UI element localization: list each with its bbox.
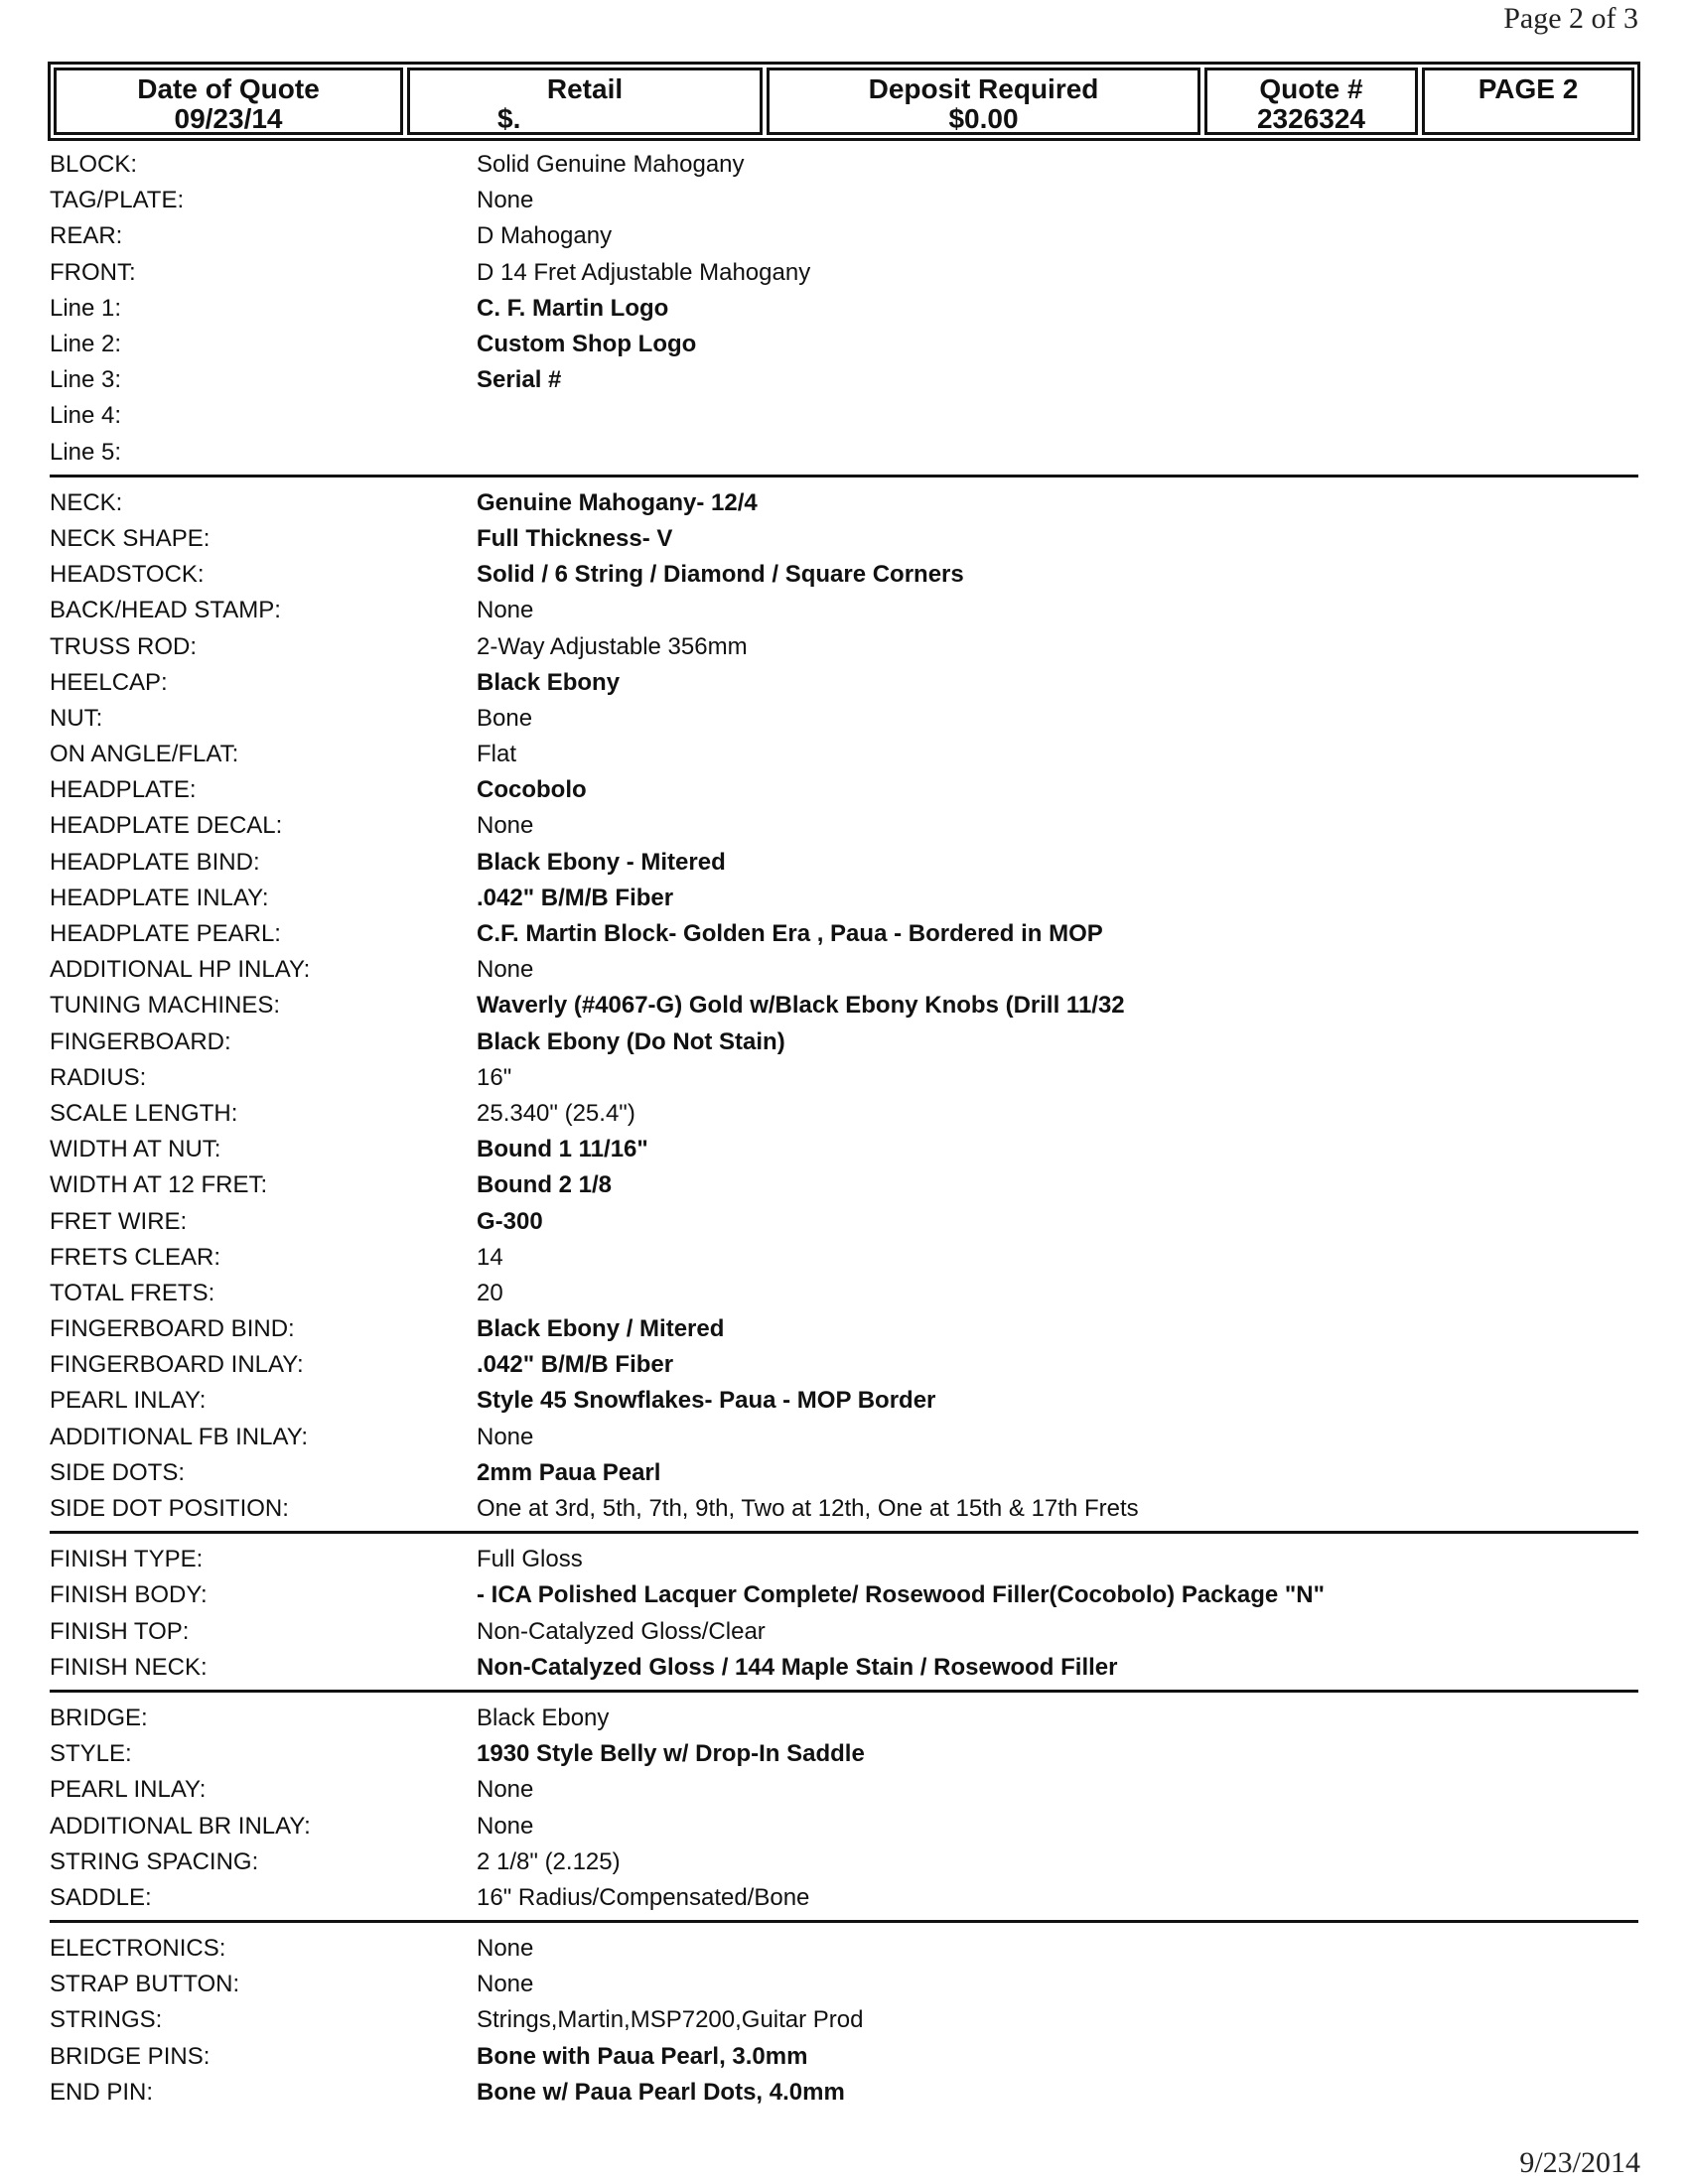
spec-value: None: [477, 187, 534, 214]
spec-value: 1930 Style Belly w/ Drop-In Saddle: [477, 1740, 865, 1768]
spec-label: Line 1:: [50, 294, 122, 322]
spec-row: [50, 362, 1638, 398]
page-label-cell: [1422, 68, 1634, 135]
spec-label: BRIDGE PINS:: [50, 2042, 211, 2070]
spec-label: FRETS CLEAR:: [50, 1243, 221, 1271]
spec-row: [50, 808, 1638, 844]
quote-header: [48, 62, 1640, 141]
quote-number-label: Quote #: [1259, 73, 1363, 104]
spec-row: [50, 521, 1638, 557]
spec-section: [50, 1931, 1638, 2115]
spec-value: Bone w/ Paua Pearl Dots, 4.0mm: [477, 2078, 845, 2106]
spec-value: D 14 Fret Adjustable Mahogany: [477, 258, 811, 286]
spec-row: [50, 1542, 1638, 1577]
spec-label: ADDITIONAL BR INLAY:: [50, 1812, 311, 1840]
spec-value: None: [477, 597, 534, 624]
spec-label: STRING SPACING:: [50, 1847, 259, 1875]
spec-value: None: [477, 956, 534, 984]
page-indicator: Page 2 of 3: [1503, 2, 1638, 35]
spec-row: [50, 1455, 1638, 1491]
spec-value: .042" B/M/B Fiber: [477, 1351, 674, 1379]
spec-row: [50, 916, 1638, 952]
spec-row: [50, 701, 1638, 737]
page-label: PAGE 2: [1477, 73, 1579, 104]
spec-row: [50, 1931, 1638, 1967]
spec-value: Flat: [477, 741, 517, 768]
spec-label: END PIN:: [50, 2078, 154, 2106]
spec-label: Line 3:: [50, 366, 122, 394]
spec-row: [50, 1967, 1638, 2002]
spec-value: One at 3rd, 5th, 7th, 9th, Two at 12th, One at 15th & 17th Frets: [477, 1495, 1139, 1523]
spec-row: [50, 291, 1638, 327]
spec-row: [50, 1347, 1638, 1383]
spec-value: Strings,Martin,MSP7200,Guitar Prod: [477, 2006, 864, 2034]
spec-row: [50, 1132, 1638, 1167]
spec-value: 2 1/8" (2.125): [477, 1847, 621, 1875]
spec-value: 2-Way Adjustable 356mm: [477, 632, 748, 660]
spec-value: Bone: [477, 704, 533, 732]
spec-list: [50, 147, 1638, 2122]
spec-value: Style 45 Snowflakes- Paua - MOP Border: [477, 1387, 936, 1415]
deposit-label: Deposit Required: [868, 73, 1099, 104]
spec-value: G-300: [477, 1207, 543, 1235]
spec-row: [50, 1383, 1638, 1419]
spec-row: [50, 1167, 1638, 1203]
spec-value: Full Gloss: [477, 1546, 583, 1573]
deposit-value: $0.00: [948, 103, 1019, 134]
spec-row: [50, 593, 1638, 628]
spec-section: [50, 1542, 1638, 1693]
spec-row: [50, 952, 1638, 988]
spec-label: WIDTH AT 12 FRET:: [50, 1171, 268, 1199]
spec-value: 16": [477, 1063, 512, 1091]
spec-value: None: [477, 1812, 534, 1840]
spec-value: Waverly (#4067-G) Gold w/Black Ebony Knobs (Drill 11/32: [477, 992, 1125, 1020]
spec-label: NUT:: [50, 704, 103, 732]
spec-label: FINGERBOARD INLAY:: [50, 1351, 304, 1379]
spec-row: [50, 1808, 1638, 1843]
spec-label: HEADPLATE PEARL:: [50, 920, 281, 948]
spec-row: [50, 1844, 1638, 1880]
spec-row: [50, 665, 1638, 701]
spec-label: Line 2:: [50, 331, 122, 358]
spec-value: Non-Catalyzed Gloss / 144 Maple Stain / Rosewood Filler: [477, 1653, 1118, 1681]
spec-value: Genuine Mahogany- 12/4: [477, 488, 758, 516]
spec-row: [50, 147, 1638, 183]
spec-label: ELECTRONICS:: [50, 1935, 226, 1963]
spec-label: TAG/PLATE:: [50, 187, 185, 214]
spec-label: SADDLE:: [50, 1883, 152, 1911]
spec-row: [50, 1024, 1638, 1060]
spec-value: 16" Radius/Compensated/Bone: [477, 1883, 810, 1911]
spec-label: TOTAL FRETS:: [50, 1279, 215, 1306]
spec-label: Line 5:: [50, 438, 122, 466]
spec-value: C.F. Martin Block- Golden Era , Paua - Bordered in MOP: [477, 920, 1103, 948]
spec-label: HEADPLATE BIND:: [50, 848, 260, 876]
spec-label: FINISH TOP:: [50, 1617, 190, 1645]
spec-row: [50, 255, 1638, 291]
spec-row: [50, 1701, 1638, 1736]
spec-value: Cocobolo: [477, 776, 587, 804]
spec-label: SIDE DOT POSITION:: [50, 1495, 289, 1523]
spec-section: [50, 1701, 1638, 1923]
spec-value: Solid Genuine Mahogany: [477, 151, 745, 179]
spec-row: [50, 845, 1638, 881]
spec-row: [50, 1650, 1638, 1686]
spec-value: Serial #: [477, 366, 562, 394]
spec-label: FRONT:: [50, 258, 136, 286]
spec-row: [50, 183, 1638, 218]
spec-label: NECK SHAPE:: [50, 524, 211, 552]
spec-row: [50, 1420, 1638, 1455]
spec-label: WIDTH AT NUT:: [50, 1136, 221, 1163]
spec-label: FINGERBOARD BIND:: [50, 1315, 295, 1343]
spec-row: [50, 737, 1638, 772]
spec-label: BLOCK:: [50, 151, 138, 179]
spec-label: SIDE DOTS:: [50, 1458, 186, 1486]
spec-value: None: [477, 1423, 534, 1450]
spec-label: TUNING MACHINES:: [50, 992, 281, 1020]
spec-label: ADDITIONAL HP INLAY:: [50, 956, 311, 984]
spec-label: FINISH TYPE:: [50, 1546, 204, 1573]
spec-section: [50, 147, 1638, 478]
spec-value: None: [477, 1776, 534, 1804]
spec-label: HEADPLATE:: [50, 776, 197, 804]
spec-label: SCALE LENGTH:: [50, 1099, 238, 1127]
spec-label: ADDITIONAL FB INLAY:: [50, 1423, 309, 1450]
spec-row: [50, 557, 1638, 593]
spec-row: [50, 1491, 1638, 1527]
spec-label: ON ANGLE/FLAT:: [50, 741, 239, 768]
spec-row: [50, 1772, 1638, 1808]
spec-value: Black Ebony (Do Not Stain): [477, 1027, 785, 1055]
spec-label: FINISH BODY:: [50, 1581, 208, 1609]
spec-label: BACK/HEAD STAMP:: [50, 597, 281, 624]
spec-row: [50, 2039, 1638, 2075]
spec-row: [50, 1276, 1638, 1311]
spec-value: 14: [477, 1243, 503, 1271]
quote-number-cell: [1204, 68, 1418, 135]
spec-value: Non-Catalyzed Gloss/Clear: [477, 1617, 766, 1645]
spec-value: None: [477, 812, 534, 840]
spec-row: [50, 327, 1638, 362]
spec-value: 25.340" (25.4"): [477, 1099, 635, 1127]
spec-row: [50, 1240, 1638, 1276]
spec-row: [50, 1577, 1638, 1613]
spec-row: [50, 988, 1638, 1024]
spec-label: HEADSTOCK:: [50, 561, 205, 589]
spec-row: [50, 1203, 1638, 1239]
spec-value: Solid / 6 String / Diamond / Square Corners: [477, 561, 964, 589]
spec-label: HEADPLATE INLAY:: [50, 884, 269, 911]
spec-row: [50, 398, 1638, 434]
spec-section: [50, 485, 1638, 1534]
spec-value: Bone with Paua Pearl, 3.0mm: [477, 2042, 808, 2070]
date-of-quote-value: 09/23/14: [174, 103, 283, 134]
date-of-quote-cell: [54, 68, 403, 135]
spec-value: Black Ebony: [477, 668, 621, 696]
spec-label: STYLE:: [50, 1740, 132, 1768]
spec-value: 20: [477, 1279, 503, 1306]
spec-row: [50, 1060, 1638, 1096]
spec-label: FRET WIRE:: [50, 1207, 188, 1235]
spec-label: Line 4:: [50, 402, 122, 430]
date-of-quote-label: Date of Quote: [137, 73, 320, 104]
spec-label: FINGERBOARD:: [50, 1027, 231, 1055]
deposit-cell: [767, 68, 1200, 135]
spec-value: Black Ebony - Mitered: [477, 848, 726, 876]
spec-label: FINISH NECK:: [50, 1653, 208, 1681]
spec-row: [50, 435, 1638, 471]
retail-value: $.: [497, 103, 521, 134]
spec-label: HEELCAP:: [50, 668, 168, 696]
spec-value: Full Thickness- V: [477, 524, 673, 552]
spec-value: - ICA Polished Lacquer Complete/ Rosewood Filler(Cocobolo) Package "N": [477, 1581, 1325, 1609]
spec-label: NECK:: [50, 488, 123, 516]
spec-row: [50, 628, 1638, 664]
spec-value: 2mm Paua Pearl: [477, 1458, 661, 1486]
spec-label: PEARL INLAY:: [50, 1387, 207, 1415]
spec-value: Bound 1 11/16": [477, 1136, 648, 1163]
spec-value: .042" B/M/B Fiber: [477, 884, 674, 911]
spec-row: [50, 485, 1638, 521]
spec-row: [50, 1311, 1638, 1347]
spec-row: [50, 2002, 1638, 2038]
spec-row: [50, 772, 1638, 808]
spec-row: [50, 1736, 1638, 1772]
retail-cell: [407, 68, 763, 135]
spec-value: None: [477, 1971, 534, 1998]
spec-label: HEADPLATE DECAL:: [50, 812, 283, 840]
spec-row: [50, 2075, 1638, 2111]
spec-label: STRINGS:: [50, 2006, 163, 2034]
spec-value: None: [477, 1935, 534, 1963]
spec-value: Black Ebony / Mitered: [477, 1315, 725, 1343]
spec-row: [50, 881, 1638, 916]
spec-row: [50, 1614, 1638, 1650]
spec-value: Custom Shop Logo: [477, 331, 697, 358]
spec-label: BRIDGE:: [50, 1704, 148, 1731]
spec-label: REAR:: [50, 222, 123, 250]
spec-value: Black Ebony: [477, 1704, 610, 1731]
spec-label: RADIUS:: [50, 1063, 147, 1091]
retail-label: Retail: [546, 73, 624, 104]
spec-value: D Mahogany: [477, 222, 613, 250]
spec-row: [50, 1096, 1638, 1132]
spec-label: PEARL INLAY:: [50, 1776, 207, 1804]
spec-row: [50, 218, 1638, 254]
spec-value: C. F. Martin Logo: [477, 294, 669, 322]
footer-date: 9/23/2014: [1519, 2146, 1640, 2179]
spec-label: TRUSS ROD:: [50, 632, 198, 660]
spec-value: Bound 2 1/8: [477, 1171, 613, 1199]
spec-row: [50, 1880, 1638, 1916]
spec-label: STRAP BUTTON:: [50, 1971, 240, 1998]
quote-number-value: 2326324: [1256, 103, 1365, 134]
